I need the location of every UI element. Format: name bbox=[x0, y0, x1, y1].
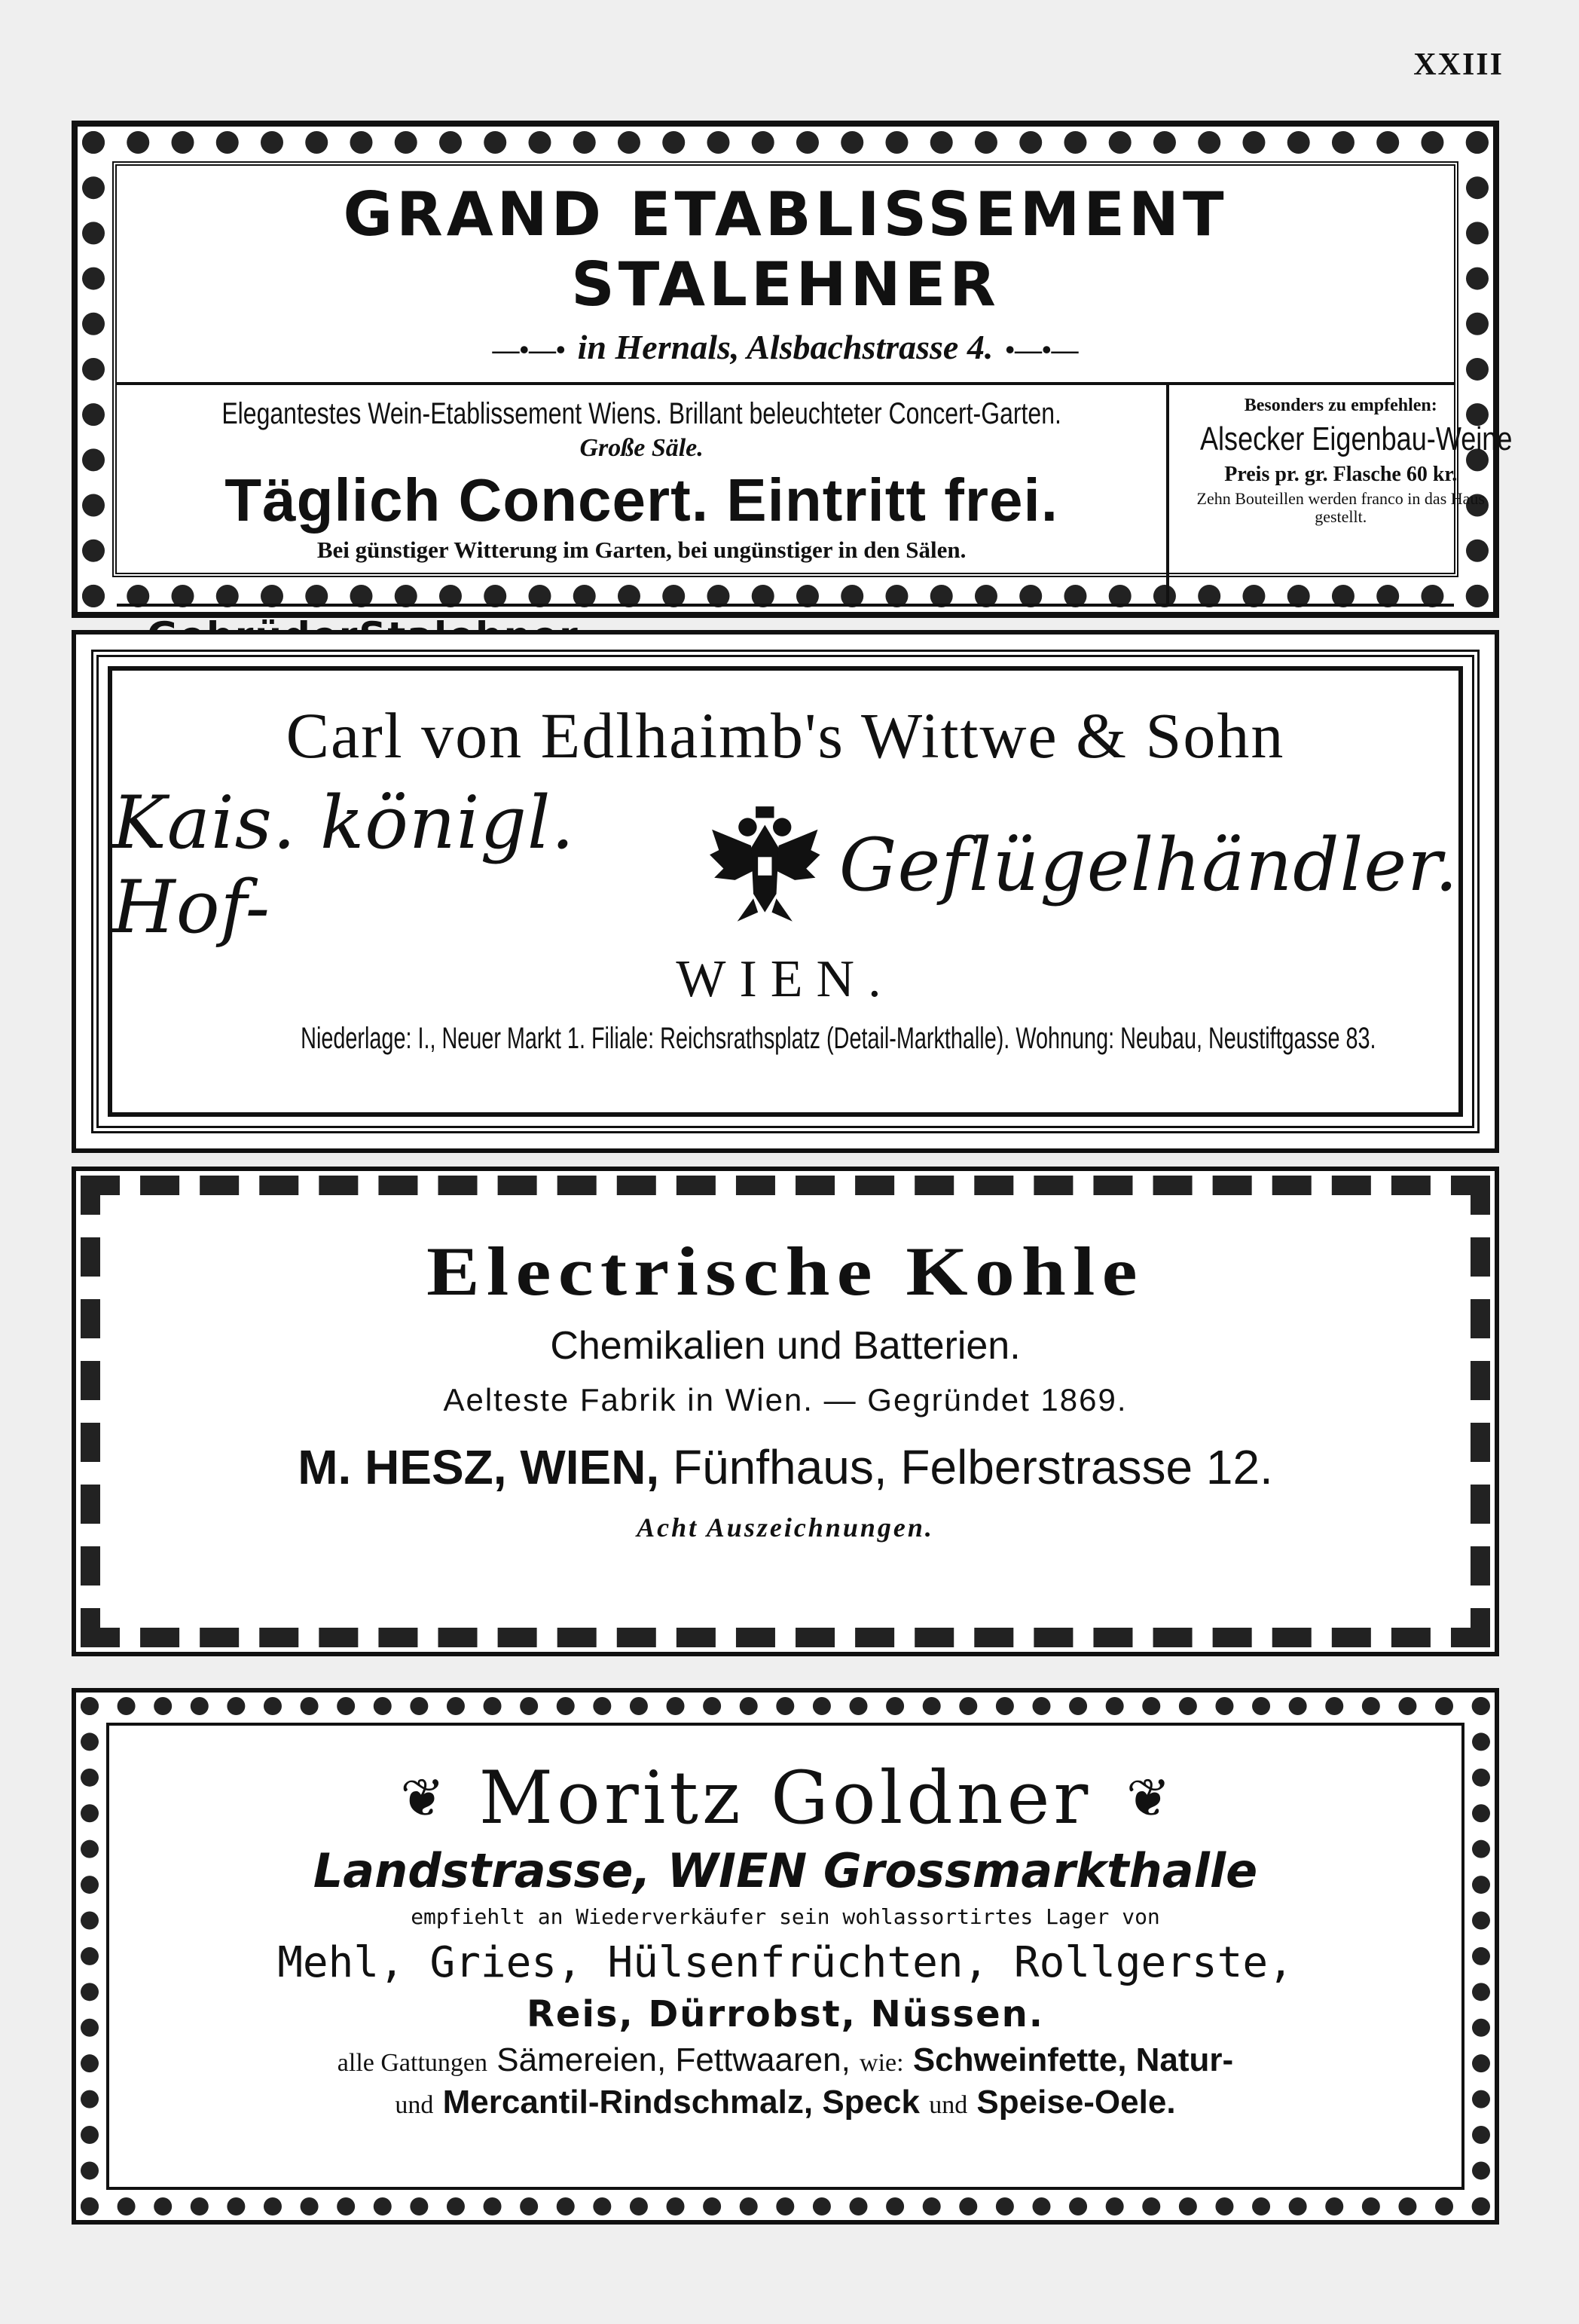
page-number: XXIII bbox=[1413, 47, 1504, 82]
ad-text-line: Große Säle. bbox=[579, 434, 704, 462]
ad-title-row bbox=[109, 1756, 1461, 1840]
ad-address bbox=[106, 1439, 1464, 1495]
ad-company-name: M. HESZ, WIEN, bbox=[298, 1440, 660, 1494]
ornament-icon: •—•— bbox=[1005, 335, 1079, 365]
ad-text-line: Acht Auszeichnungen. bbox=[637, 1512, 934, 1543]
ad-subtitle-text: in Hernals, Alsbachstrasse 4. bbox=[577, 328, 994, 366]
ad-title: Carl von Edlhaimb's Wittwe & Sohn bbox=[286, 699, 1285, 772]
ad-text-line: empfiehlt an Wiederverkäufer sein wohlassortirtes Lager von bbox=[411, 1904, 1160, 1929]
ad-text-fragment: Sämereien, Fettwaaren, bbox=[496, 2041, 851, 2078]
ad-text-fragment: Mercantil-Rindschmalz, Speck bbox=[442, 2084, 920, 2121]
ad-inner-frame bbox=[112, 161, 1513, 577]
ad-text-fragment: alle Gattungen bbox=[337, 2049, 487, 2077]
ad-title: GRAND ETABLISSEMENT STALEHNER bbox=[343, 179, 1228, 320]
ad-text-fragment: und bbox=[395, 2091, 434, 2119]
ad-subtitle-row bbox=[112, 781, 1458, 949]
ad-text-fragment: Schweinfette, Natur- bbox=[912, 2041, 1234, 2078]
ad-text-line: Bei günstiger Witterung im Garten, bei ungünstiger in den Sälen. bbox=[316, 537, 967, 563]
double-headed-eagle-icon bbox=[707, 794, 823, 937]
ad-text-line bbox=[109, 2084, 1461, 2121]
ad-price: Preis pr. gr. Flasche 60 kr. bbox=[1224, 463, 1458, 486]
ad-text-line: Landstrasse, WIEN Grossmarkthalle bbox=[313, 1843, 1258, 1898]
ad-outer-frame bbox=[91, 650, 1480, 1133]
ad-text-fragment: und bbox=[929, 2091, 968, 2119]
ad-text-line bbox=[109, 2041, 1461, 2079]
ad-address: Niederlage: I., Neuer Markt 1. Filiale: Reichsrathsplatz (Detail-Markthalle). Wohnung: Neubau, Neustiftgasse 83. bbox=[301, 1022, 1376, 1055]
advertisement-goldner bbox=[72, 1688, 1499, 2225]
ad-text-line: Elegantestes Wein-Etablissement Wiens. Brillant beleuchteter Concert-Garten. bbox=[221, 397, 1061, 430]
ad-text-fragment: wie: bbox=[860, 2049, 904, 2077]
ad-text-line: Mehl, Gries, Hülsenfrüchten, Rollgerste, bbox=[277, 1938, 1293, 1987]
ad-text-line: Zehn Bouteillen werden franco in das Haus gestellt. bbox=[1196, 489, 1485, 526]
ad-inner-frame bbox=[106, 1723, 1464, 2190]
ad-title: Moritz Goldner bbox=[478, 1756, 1092, 1840]
ad-text-line: Alsecker Eigenbau-Weine bbox=[1200, 420, 1513, 457]
ad-columns bbox=[117, 382, 1513, 607]
ad-text-line: Reis, Dürrobst, Nüssen. bbox=[526, 1993, 1045, 2035]
flourish-icon: ❦ bbox=[1125, 1769, 1171, 1827]
ad-left-column bbox=[117, 385, 1169, 604]
ad-subtitle-right: Geflügelhändler. bbox=[838, 823, 1458, 907]
ad-text-line: Besonders zu empfehlen: bbox=[1244, 396, 1437, 415]
advertisement-edlhaimb bbox=[72, 630, 1499, 1153]
ad-inner-frame bbox=[108, 666, 1463, 1117]
ad-inner-frame bbox=[106, 1201, 1464, 1622]
ad-right-column bbox=[1169, 385, 1512, 604]
ad-text-line: Aelteste Fabrik in Wien. — Gegründet 1869. bbox=[443, 1382, 1128, 1417]
flourish-icon: ❦ bbox=[400, 1769, 445, 1827]
advertisement-hesz bbox=[72, 1167, 1499, 1656]
ad-title: Electrische Kohle bbox=[426, 1233, 1144, 1310]
ad-subtitle bbox=[117, 327, 1454, 367]
advertisement-stalehner bbox=[72, 121, 1513, 618]
ad-headline: Täglich Concert. Eintritt frei. bbox=[224, 466, 1058, 534]
ad-city: WIEN. bbox=[676, 950, 895, 1008]
ornament-icon: —•—• bbox=[492, 335, 566, 365]
ad-text-line: Chemikalien und Batterien. bbox=[550, 1324, 1021, 1368]
ad-subtitle-left: Kais. königl. Hof- bbox=[112, 781, 576, 949]
ad-text-fragment: Speise-Oele. bbox=[976, 2084, 1176, 2121]
ad-street: Fünfhaus, Felberstrasse 12. bbox=[672, 1440, 1273, 1494]
